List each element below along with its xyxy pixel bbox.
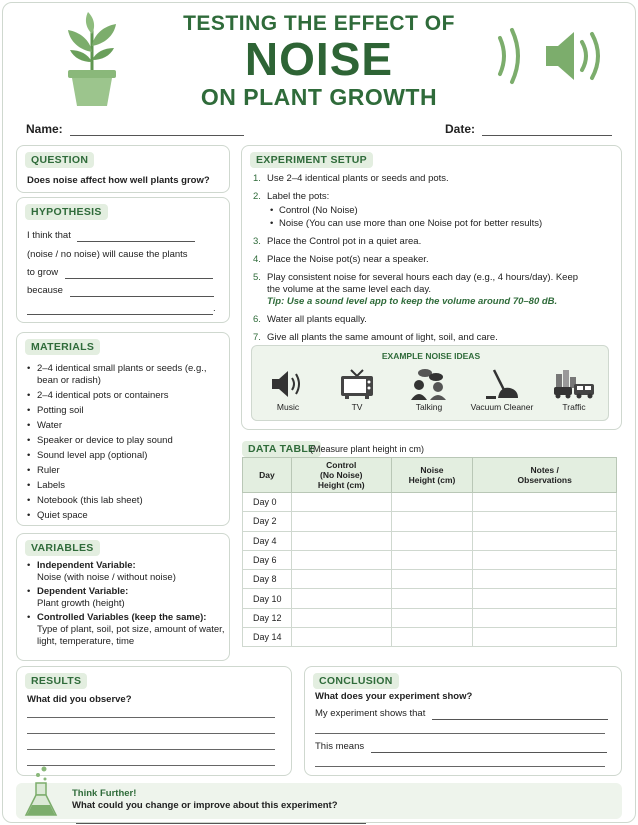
idea-music — [252, 368, 324, 412]
table-row — [243, 608, 617, 627]
materials-item: • 2–4 identical small plants or seeds (e.g., bean or radish) — [25, 363, 225, 387]
question-text: Does noise affect how well plants grow? — [27, 175, 210, 186]
day-cell: Day 8 — [243, 570, 292, 589]
think-further-blank[interactable] — [76, 813, 366, 824]
table-row — [243, 550, 617, 569]
data-table — [242, 457, 617, 647]
think-further-prompt: What could you change or improve about this experiment? — [72, 800, 338, 811]
pot-label-item: • Noise (You can use more than one Noise pot for better results) — [267, 218, 613, 230]
setup-heading: EXPERIMENT SETUP — [250, 152, 373, 168]
conclusion-prompt: What does your experiment show? — [315, 691, 473, 702]
pot-labels-list — [267, 205, 613, 230]
control-cell[interactable] — [291, 512, 391, 531]
idea-label: Traffic — [562, 402, 586, 412]
idea-label: TV — [351, 402, 363, 412]
materials-box — [16, 332, 230, 526]
hypothesis-line-3 — [27, 267, 213, 279]
title-line-2: NOISE — [244, 33, 394, 85]
day-cell: Day 14 — [243, 628, 292, 647]
step-number: 3. — [253, 236, 261, 247]
think-further-line — [72, 800, 622, 824]
control-cell[interactable] — [291, 589, 391, 608]
results-line[interactable] — [27, 733, 275, 734]
noise-cell[interactable] — [391, 531, 473, 550]
results-heading: RESULTS — [25, 673, 87, 689]
conclusion-blank-2[interactable] — [371, 742, 607, 753]
day-cell: Day 10 — [243, 589, 292, 608]
hypothesis-blank-2[interactable] — [65, 268, 213, 279]
step-text: Use 2–4 identical plants or seeds and pots. — [267, 173, 449, 184]
control-cell[interactable] — [291, 608, 391, 627]
materials-item: • Labels — [25, 480, 225, 492]
conclusion-line[interactable] — [315, 733, 605, 734]
independent-variable-label: • Independent Variable: — [37, 560, 136, 571]
think-further-title: Think Further! — [72, 788, 137, 799]
table-row — [243, 493, 617, 512]
variables-box — [16, 533, 230, 661]
day-cell: Day 2 — [243, 512, 292, 531]
variables-list — [25, 560, 225, 651]
independent-variable — [25, 560, 225, 584]
data-table-note: (Measure plant height in cm) — [310, 444, 425, 454]
independent-variable-text: Noise (with noise / without noise) — [37, 572, 176, 583]
conclusion-line-1-text: My experiment shows that — [315, 708, 426, 719]
step-text: Place the Noise pot(s) near a speaker. — [267, 254, 429, 265]
hypothesis-line-4-text: because — [27, 285, 63, 296]
control-cell[interactable] — [291, 493, 391, 512]
title-line-3: ON PLANT GROWTH — [200, 84, 438, 110]
question-box — [16, 145, 230, 193]
noise-cell[interactable] — [391, 550, 473, 569]
step-number: 4. — [253, 254, 261, 265]
table-row — [243, 570, 617, 589]
notes-cell[interactable] — [473, 628, 617, 647]
step-number: 1. — [253, 173, 261, 184]
pot-label-item: • Control (No Noise) — [267, 205, 613, 217]
materials-item: • Speaker or device to play sound — [25, 435, 225, 447]
idea-label: Vacuum Cleaner — [470, 402, 534, 412]
noise-ideas-panel — [251, 345, 609, 421]
step-text: Play consistent noise for several hours each day (e.g., 4 hours/day). Keep the volume at the same level each day. — [267, 272, 579, 295]
dependent-variable-label: • Dependent Variable: — [37, 586, 129, 597]
hypothesis-line-2: (noise / no noise) will cause the plants — [27, 249, 188, 260]
materials-item: • Ruler — [25, 465, 225, 477]
volume-tip: Tip: Use a sound level app to keep the volume around 70–80 dB. — [267, 296, 558, 307]
day-cell: Day 0 — [243, 493, 292, 512]
noise-cell[interactable] — [391, 570, 473, 589]
setup-step — [253, 254, 613, 266]
date-field[interactable] — [445, 122, 612, 136]
tv-icon — [339, 368, 375, 400]
idea-traffic — [538, 368, 610, 412]
notes-cell[interactable] — [473, 493, 617, 512]
vacuum-icon — [484, 368, 520, 400]
conclusion-line-1 — [315, 708, 608, 720]
results-line[interactable] — [27, 749, 275, 750]
materials-item: • Potting soil — [25, 405, 225, 417]
idea-tv — [321, 368, 393, 412]
name-blank[interactable] — [70, 125, 244, 136]
control-cell[interactable] — [291, 628, 391, 647]
day-cell: Day 12 — [243, 608, 292, 627]
notes-cell[interactable] — [473, 570, 617, 589]
setup-step — [253, 314, 613, 326]
think-further-panel — [16, 783, 622, 819]
materials-item: • Water — [25, 420, 225, 432]
hypothesis-blank-4[interactable] — [27, 304, 213, 315]
idea-vacuum — [466, 368, 538, 412]
noise-cell[interactable] — [391, 608, 473, 627]
noise-cell[interactable] — [391, 628, 473, 647]
step-number: 6. — [253, 314, 261, 325]
dependent-variable — [25, 586, 225, 610]
materials-list — [25, 363, 225, 525]
name-label: Name: — [26, 122, 63, 136]
step-text: Place the Control pot in a quiet area. — [267, 236, 422, 247]
materials-item: • Sound level app (optional) — [25, 450, 225, 462]
hypothesis-heading: HYPOTHESIS — [25, 204, 108, 220]
table-row — [243, 589, 617, 608]
flask-icon — [24, 765, 58, 817]
people-talking-icon — [409, 368, 449, 400]
step-number: 7. — [253, 332, 261, 343]
step-text: Label the pots: — [267, 191, 330, 202]
controlled-variables — [25, 612, 225, 648]
control-cell[interactable] — [291, 531, 391, 550]
setup-step — [253, 236, 613, 248]
title-line-1: TESTING THE EFFECT OF — [183, 12, 455, 35]
noise-ideas-heading: EXAMPLE NOISE IDEAS — [381, 351, 481, 361]
question-heading: QUESTION — [25, 152, 94, 168]
setup-step — [253, 191, 613, 230]
notes-cell[interactable] — [473, 550, 617, 569]
idea-label: Talking — [415, 402, 443, 412]
conclusion-blank-1[interactable] — [432, 709, 608, 720]
control-cell[interactable] — [291, 550, 391, 569]
controlled-variables-text: Type of plant, soil, pot size, amount of water, light, temperature, time — [37, 624, 225, 647]
notes-cell[interactable] — [473, 608, 617, 627]
day-cell: Day 4 — [243, 531, 292, 550]
noise-cell[interactable] — [391, 493, 473, 512]
hypothesis-box — [16, 197, 230, 323]
table-row — [243, 512, 617, 531]
results-line[interactable] — [27, 717, 275, 718]
hypothesis-line-3-text: to grow — [27, 267, 59, 278]
idea-talking — [393, 368, 465, 412]
hypothesis-blank-3[interactable] — [70, 286, 214, 297]
step-number: 5. — [253, 272, 261, 283]
notes-cell[interactable] — [473, 512, 617, 531]
column-header-day: Day — [243, 458, 292, 493]
hypothesis-line-1 — [27, 230, 195, 242]
materials-item: • Quiet space — [25, 510, 225, 522]
table-header-row — [243, 458, 617, 493]
conclusion-box — [304, 666, 622, 776]
hypothesis-line-4 — [27, 285, 214, 297]
dependent-variable-text: Plant growth (height) — [37, 598, 125, 609]
conclusion-line-2 — [315, 741, 607, 753]
traffic-icon — [552, 368, 596, 400]
noise-cell[interactable] — [391, 512, 473, 531]
notes-cell[interactable] — [473, 589, 617, 608]
noise-cell[interactable] — [391, 589, 473, 608]
speaker-icon — [270, 368, 306, 400]
step-text: Water all plants equally. — [267, 314, 367, 325]
hypothesis-end: . — [213, 303, 216, 314]
day-cell: Day 6 — [243, 550, 292, 569]
conclusion-heading: CONCLUSION — [313, 673, 399, 689]
control-cell[interactable] — [291, 570, 391, 589]
notes-cell[interactable] — [473, 531, 617, 550]
variables-heading: VARIABLES — [25, 540, 100, 556]
materials-item: • 2–4 identical pots or containers — [25, 390, 225, 402]
conclusion-line-2-text: This means — [315, 741, 365, 752]
setup-step — [253, 332, 613, 344]
column-header-noise: Noise Height (cm) — [391, 458, 473, 493]
table-row — [243, 628, 617, 647]
results-box — [16, 666, 292, 776]
hypothesis-line-1-text: I think that — [27, 230, 71, 241]
conclusion-line[interactable] — [315, 766, 605, 767]
materials-heading: MATERIALS — [25, 339, 100, 355]
column-header-control: Control (No Noise) Height (cm) — [291, 458, 391, 493]
date-blank[interactable] — [482, 125, 612, 136]
setup-steps — [253, 173, 613, 350]
column-header-notes: Notes / Observations — [473, 458, 617, 493]
date-label: Date: — [445, 122, 476, 136]
materials-item: • Notebook (this lab sheet) — [25, 495, 225, 507]
step-text: Give all plants the same amount of light, soil, and care. — [267, 332, 498, 343]
controlled-variables-label: • Controlled Variables (keep the same): — [37, 612, 207, 623]
idea-label: Music — [276, 402, 300, 412]
name-field[interactable] — [26, 122, 244, 136]
data-table-heading: DATA TABLE — [242, 441, 321, 457]
step-number: 2. — [253, 191, 261, 202]
results-line[interactable] — [27, 765, 275, 766]
hypothesis-line-5 — [27, 303, 216, 315]
hypothesis-blank-1[interactable] — [77, 231, 195, 242]
table-row — [243, 531, 617, 550]
setup-step — [253, 272, 613, 308]
setup-step — [253, 173, 613, 185]
results-prompt: What did you observe? — [27, 694, 132, 705]
